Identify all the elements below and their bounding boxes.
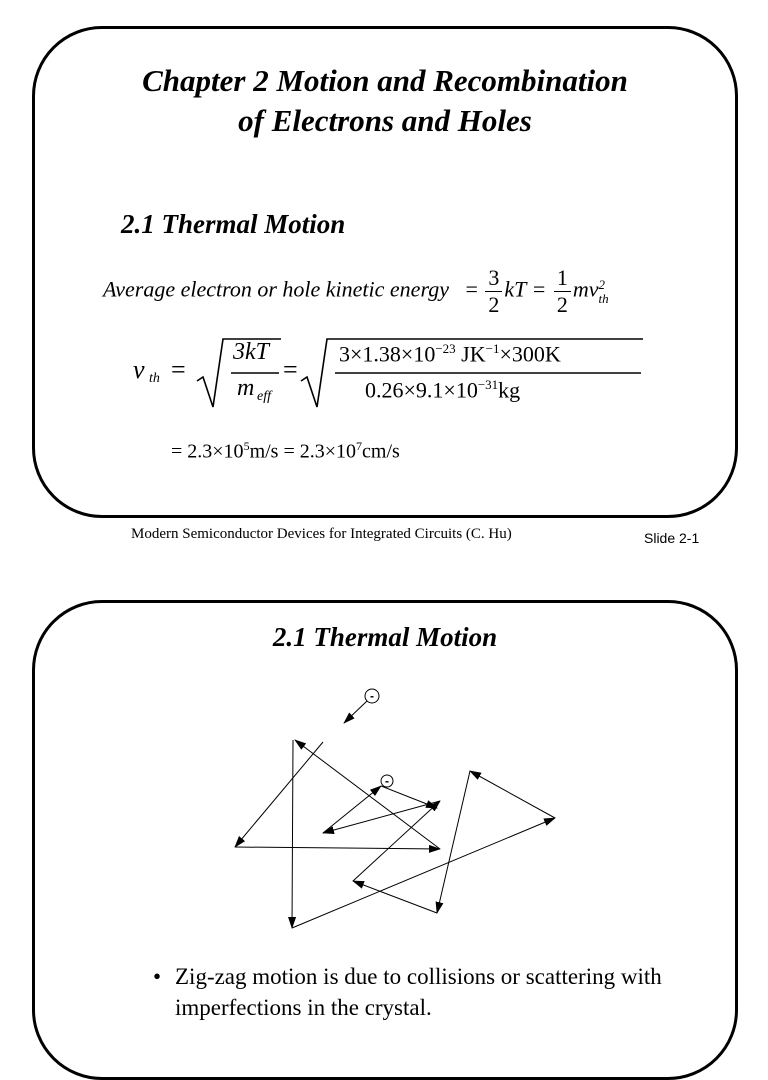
bullet-dot: • bbox=[153, 964, 162, 989]
result-part-2: m/s = 2.3×10 bbox=[249, 440, 357, 463]
path-segment-4 bbox=[292, 740, 293, 928]
denominator-unit: kg bbox=[498, 377, 521, 403]
equals-sign: = bbox=[171, 355, 186, 384]
fraction-numerator: 1 bbox=[554, 265, 571, 292]
slide-1-title-line-2: of Electrons and Holes bbox=[238, 103, 532, 138]
mv-term: mv bbox=[572, 276, 599, 302]
eff-subscript: eff bbox=[257, 389, 271, 404]
path-segment-1 bbox=[235, 742, 323, 847]
result-exponent-1: 5 bbox=[243, 439, 250, 453]
electron-2 bbox=[381, 774, 393, 788]
denominator-value: 0.26×9.1×10 bbox=[365, 377, 478, 403]
path-segment-7 bbox=[437, 771, 470, 913]
section-heading: 2.1 Thermal Motion bbox=[121, 209, 346, 239]
electron-1-sign: - bbox=[370, 689, 374, 703]
fraction-one-half bbox=[554, 265, 571, 318]
equals-sign: = bbox=[465, 276, 478, 302]
slide-2-title: 2.1 Thermal Motion bbox=[272, 622, 498, 652]
bullet-point bbox=[153, 961, 715, 1023]
path-segment-3 bbox=[295, 740, 440, 849]
zig-zag-motion-diagram bbox=[225, 673, 565, 933]
unit-exponent: −1 bbox=[485, 341, 500, 356]
path-segment-5 bbox=[292, 818, 555, 928]
th-subscript: th bbox=[598, 290, 609, 306]
slide-number: Slide 2-1 bbox=[644, 530, 700, 546]
v-symbol: v bbox=[133, 355, 145, 384]
slide-2 bbox=[32, 600, 738, 1080]
numerator-unit: JK bbox=[461, 341, 486, 367]
slide-1 bbox=[32, 26, 738, 518]
footer-caption: Modern Semiconductor Devices for Integrated Circuits (C. Hu) bbox=[131, 526, 512, 542]
path-segment-2 bbox=[235, 847, 440, 849]
kinetic-energy-equation bbox=[103, 265, 609, 318]
numeric-numerator bbox=[339, 341, 561, 367]
velocity-result bbox=[171, 439, 400, 464]
equals-sign-2: = bbox=[283, 355, 298, 384]
fraction-three-halves bbox=[485, 265, 502, 318]
path-segment-6 bbox=[470, 771, 555, 818]
kinetic-energy-label: Average electron or hole kinetic energy bbox=[103, 276, 449, 302]
bullet-text: Zig-zag motion is due to collisions or scattering with imperfections in the crystal. bbox=[175, 964, 662, 1020]
squared-superscript: 2 bbox=[598, 276, 605, 292]
th-subscript: th bbox=[149, 371, 160, 386]
path-segment-11 bbox=[323, 786, 381, 833]
path-segment-12 bbox=[381, 786, 437, 808]
kT-term: kT = bbox=[504, 276, 547, 302]
result-part-3: cm/s bbox=[362, 440, 400, 463]
fraction-denominator: 2 bbox=[488, 292, 500, 317]
m-symbol: m bbox=[237, 375, 255, 401]
electron-1 bbox=[365, 689, 379, 703]
numerator-exponent: −23 bbox=[435, 341, 456, 356]
fraction-numerator: 3 bbox=[485, 265, 502, 292]
electron-2-sign: - bbox=[385, 774, 389, 788]
fraction-denominator: 2 bbox=[556, 292, 568, 317]
3kT-numerator: 3kT bbox=[233, 339, 269, 365]
entry-arrow-1 bbox=[344, 701, 367, 723]
numerator-value: 3×1.38×10 bbox=[339, 341, 436, 367]
numerator-rest: ×300K bbox=[499, 341, 561, 367]
result-exponent-2: 7 bbox=[356, 439, 363, 453]
slide-1-title-line-1: Chapter 2 Motion and Recombination bbox=[142, 63, 628, 98]
denominator-exponent: −31 bbox=[477, 377, 499, 392]
result-part-1: = 2.3×10 bbox=[171, 440, 244, 463]
numeric-denominator bbox=[365, 377, 520, 403]
